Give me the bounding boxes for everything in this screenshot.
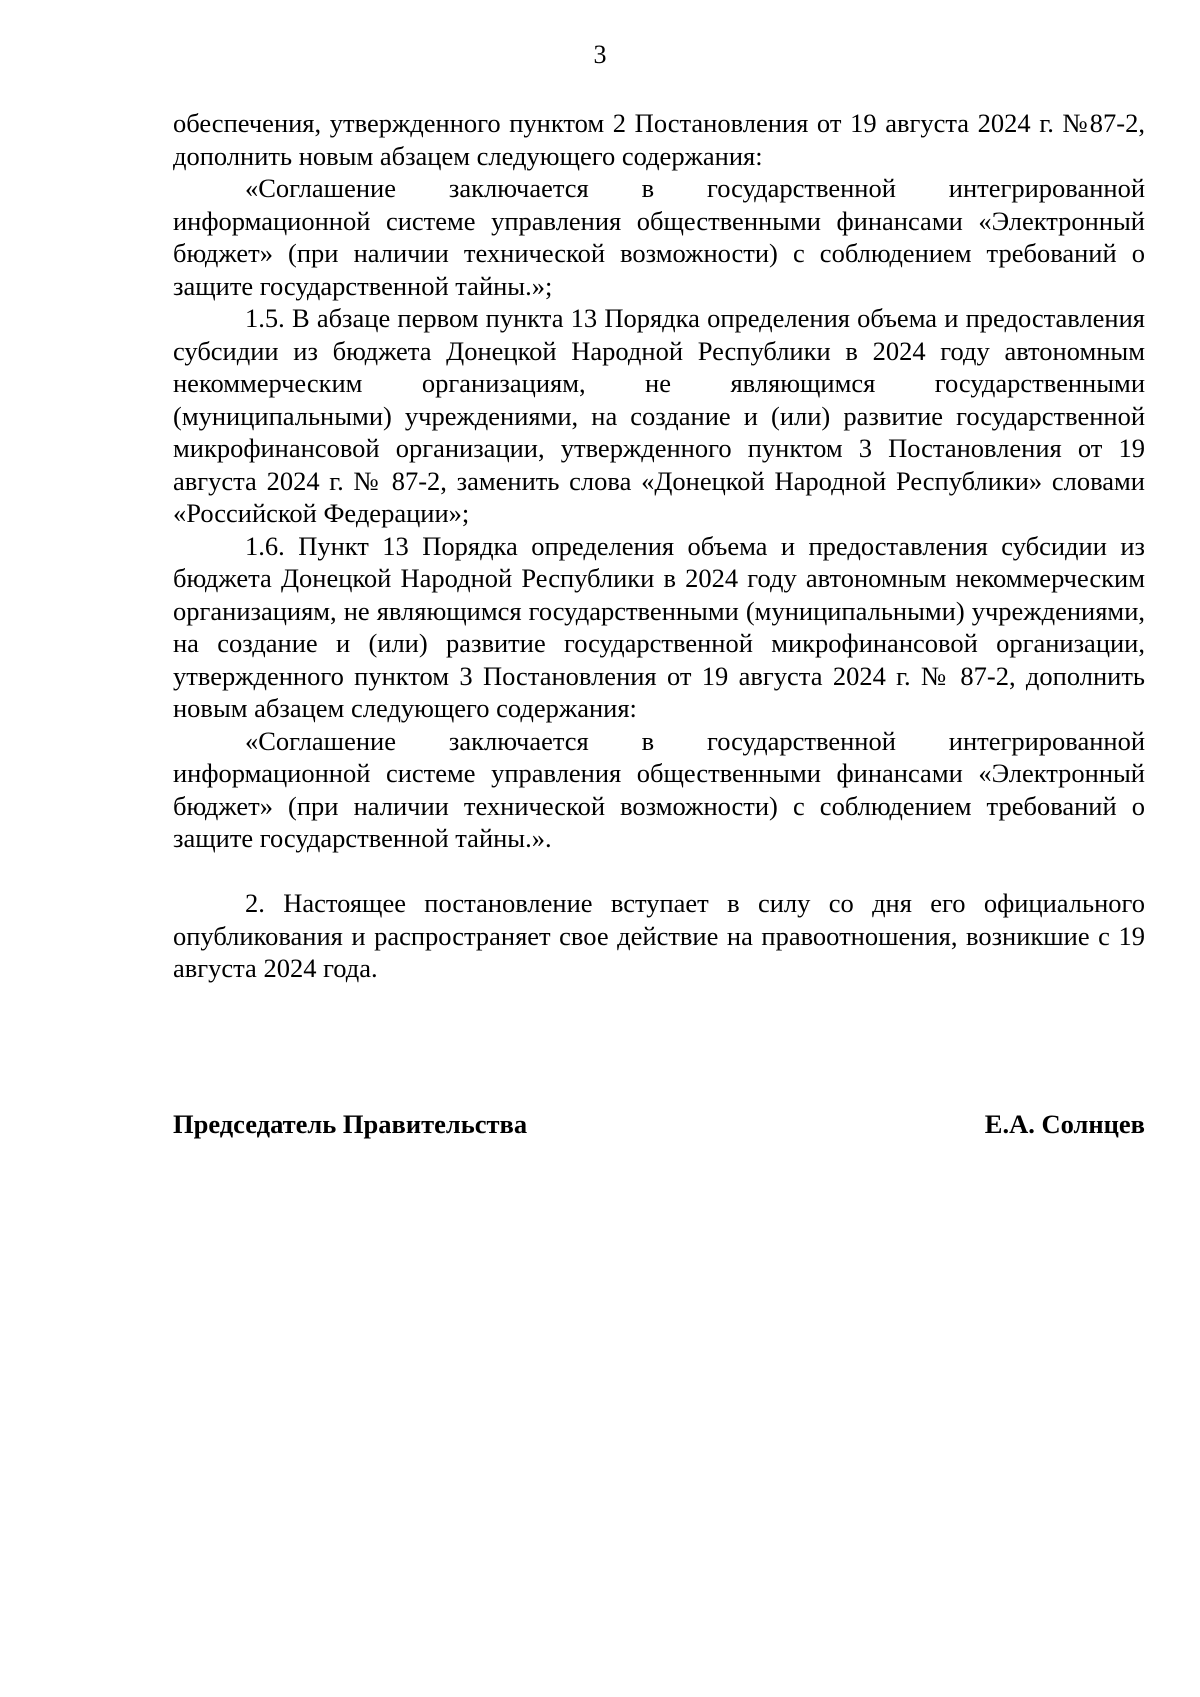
paragraph-item-1-5: 1.5. В абзаце первом пункта 13 Порядка определения объема и предоставления субсидии из бюджета Донецкой Народной Республики в 2024 году автономным некоммерческим организациям, не являющимся государственными (муниципальными) учреждениями, на создание и (или) развитие государственной микрофинансовой организации, утвержденного пунктом 3 Постановления от 19 августа 2024 г. № 87-2, заменить слова «Донецкой Народной Республики» словами «Российской Федерации»;	[173, 303, 1145, 528]
page-number: 3	[593, 40, 607, 69]
paragraph-item-1-6: 1.6. Пункт 13 Порядка определения объема и предоставления субсидии из бюджета Донецкой Народной Республики в 2024 году автономным некоммерческим организациям, не являющимся государственными (муниципальными) учреждениями, на создание и (или) развитие государственной микрофинансовой организации, утвержденного пунктом 3 Постановления от 19 августа 2024 г. № 87-2, дополнить новым абзацем следующего содержания:	[173, 530, 1145, 723]
paragraph-quote-2: «Соглашение заключается в государственной интегрированной информационной системе управления общественными финансами «Электронный бюджет» (при наличии технической возможности) с соблюдением требований о защите государственной тайны.».	[173, 725, 1145, 853]
signature-block	[173, 1108, 1145, 1140]
signatory-position: Председатель Правительства	[173, 1109, 528, 1139]
paragraph-quote-1: «Соглашение заключается в государственной интегрированной информационной системе управления общественными финансами «Электронный бюджет» (при наличии технической возможности) с соблюдением требований о защите государственной тайны.»;	[173, 173, 1145, 301]
paragraph-item-2: 2. Настоящее постановление вступает в силу со дня его официального опубликования и распространяет свое действие на правоотношения, возникшие с 19 августа 2024 года.	[173, 888, 1145, 983]
signatory-name: Е.А. Солнцев	[984, 1109, 1145, 1139]
document-body	[173, 107, 1145, 985]
paragraph-continuation: обеспечения, утвержденного пунктом 2 Постановления от 19 августа 2024 г. №87-2, дополнить новым абзацем следующего содержания:	[173, 108, 1145, 171]
